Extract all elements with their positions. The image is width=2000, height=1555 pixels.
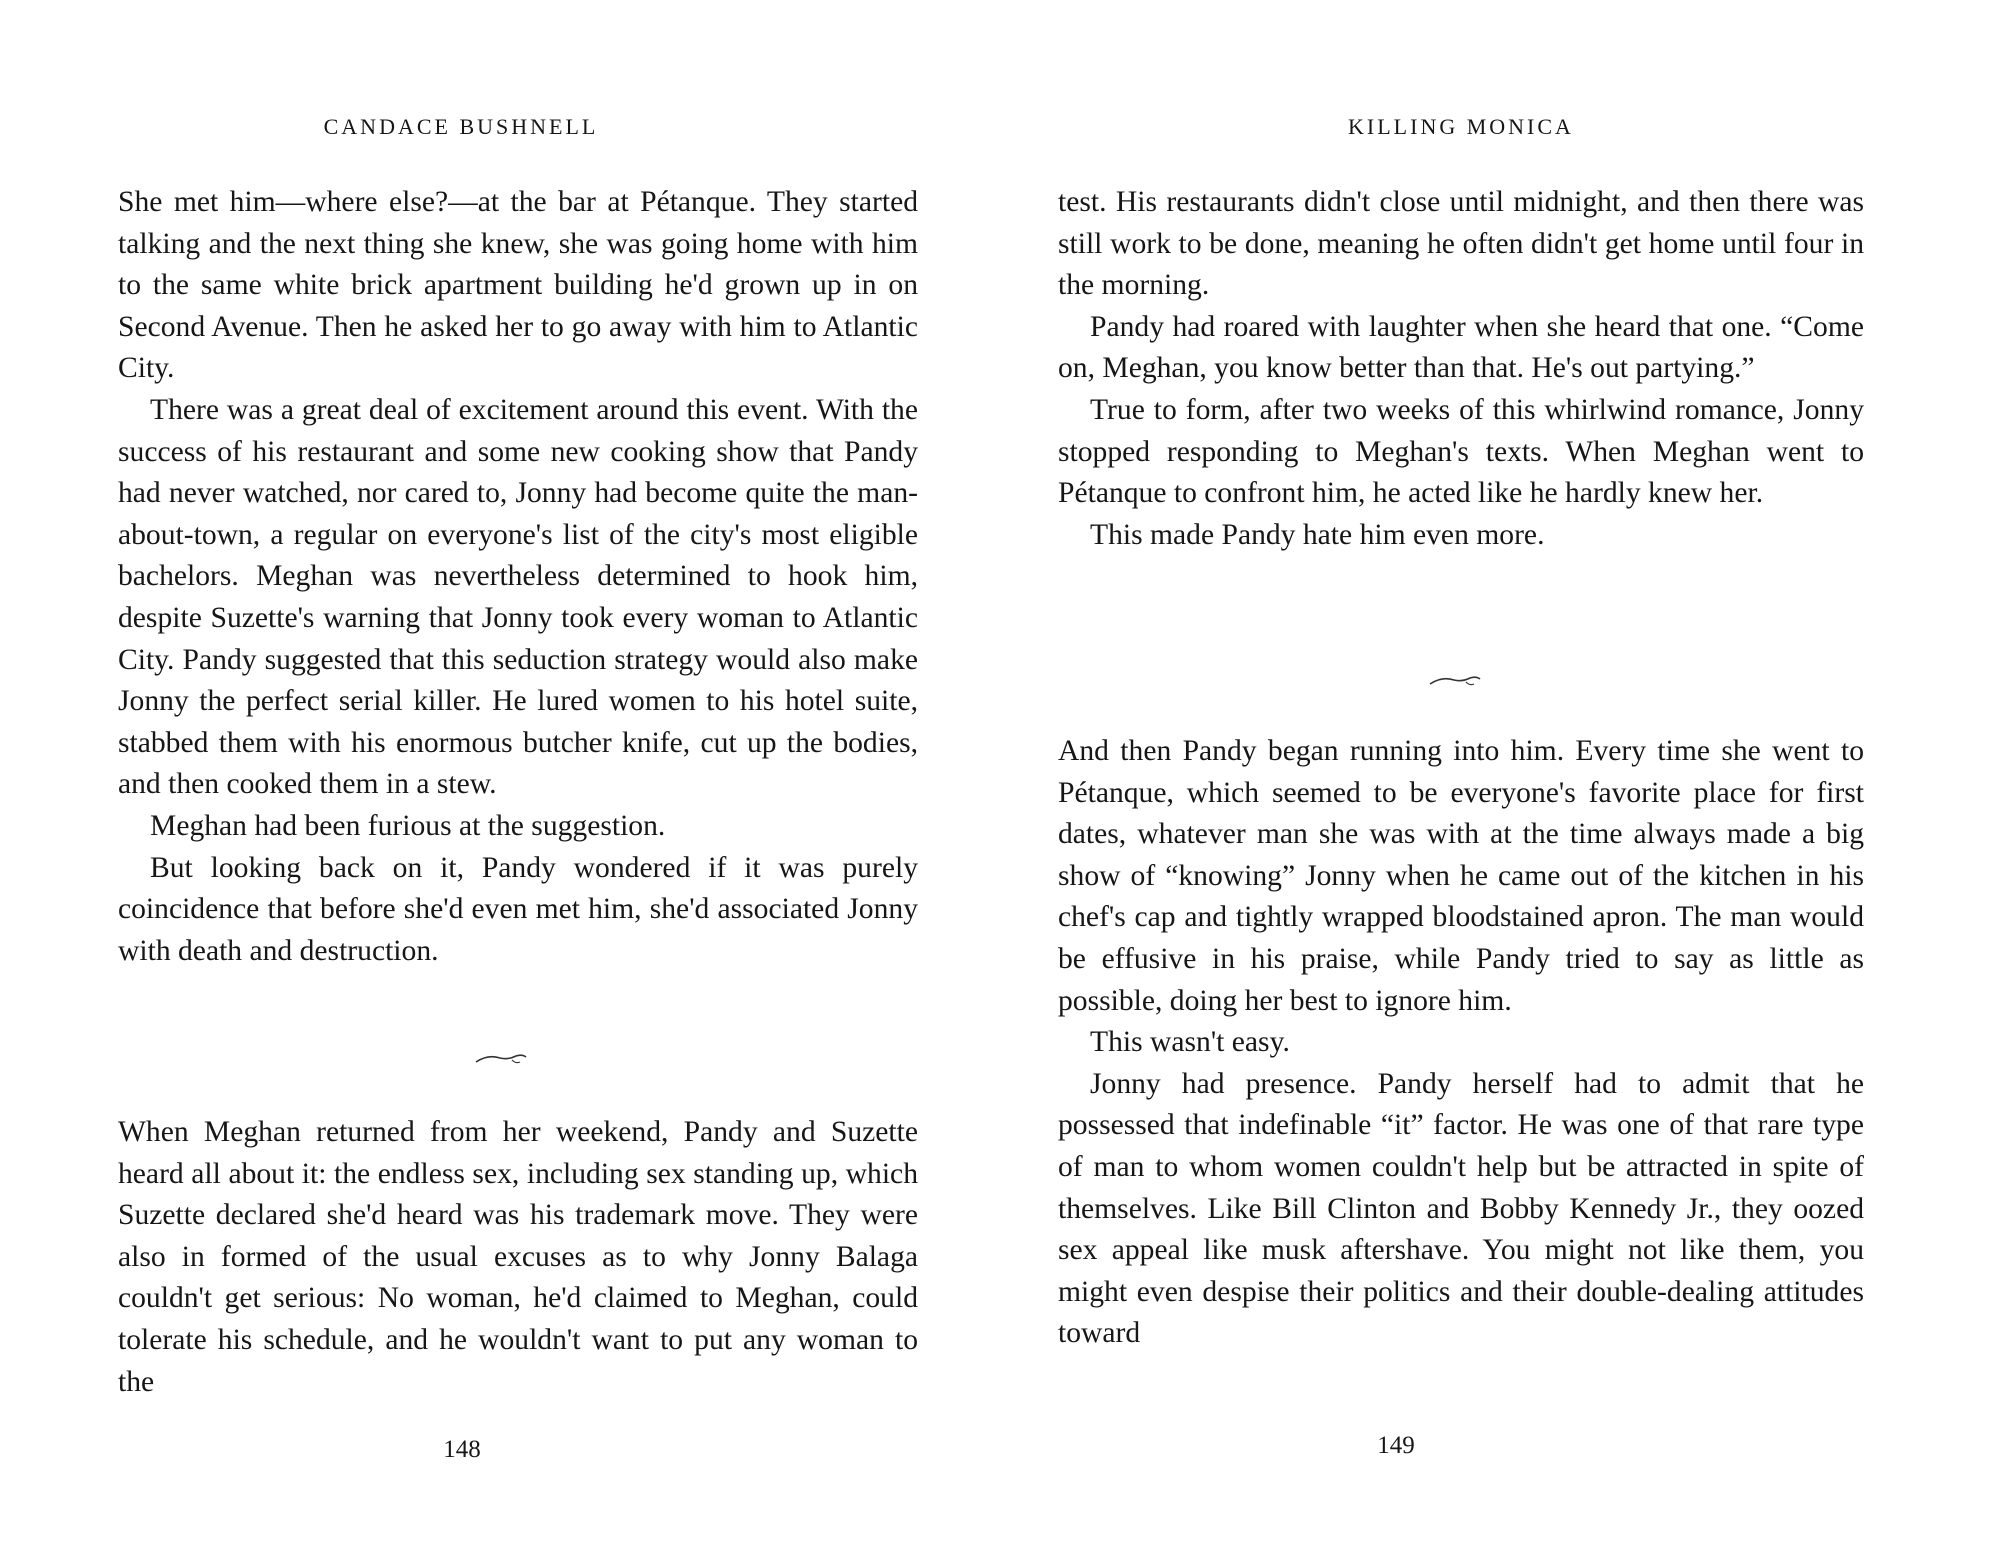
paragraph: Meghan had been furious at the suggestion.	[150, 809, 666, 842]
right-section-1	[1058, 182, 1864, 556]
paragraph: She met him—where else?—at the bar at Pétanque. They started talking and the next thing she knew, she was going home with him to the same white brick apartment building he'd grown up in on Second Avenue. Then he asked her to go away with him to Atlantic City.	[118, 186, 918, 385]
paragraph: But looking back on it, Pandy wondered if it was purely coincidence that before she'd even met him, she'd associated Jonny with death and destruction.	[118, 851, 918, 967]
page-number: 148	[443, 1436, 481, 1463]
running-head-title: KILLING MONICA	[1348, 114, 1574, 139]
paragraph: This wasn't easy.	[1090, 1026, 1290, 1059]
section-break-ornament-icon	[1426, 670, 1486, 692]
paragraph: test. His restaurants didn't close until midnight, and then there was still work to be done, meaning he often didn't get home until four in the morning.	[1058, 186, 1864, 302]
left-section-2	[118, 1112, 918, 1403]
right-page	[1058, 0, 1864, 1555]
paragraph: There was a great deal of excitement around this event. With the success of his restaurant and some new cooking show that Pandy had never watched, nor cared to, Jonny had become quite the man-about-town, a regular on everyone's list of the city's most eligible bachelors. Meghan was nevertheless determined to hook him, despite Suzette's warning that Jonny took every woman to Atlantic City. Pandy suggested that this seduction strategy would also make Jonny the perfect serial killer. He lured women to his hotel suite, stabbed them with his enormous butcher knife, cut up the bodies, and then cooked them in a stew.	[118, 393, 918, 801]
paragraph: When Meghan returned from her weekend, Pandy and Suzette heard all about it: the endless sex, including sex standing up, which Suzette declared she'd heard was his trademark move. They were also in formed of the usual excuses as to why Jonny Balaga couldn't get serious: No woman, he'd claimed to Meghan, could tolerate his schedule, and he wouldn't want to put any woman to the	[118, 1116, 918, 1398]
left-page	[118, 0, 918, 1555]
page-number: 149	[1377, 1432, 1415, 1459]
paragraph: True to form, after two weeks of this whirlwind romance, Jonny stopped responding to Meghan's texts. When Meghan went to Pétanque to confront him, he acted like he hardly knew her.	[1058, 393, 1864, 510]
paragraph: Jonny had presence. Pandy herself had to admit that he possessed that indefinable “it” factor. He was one of that rare type of man to whom women couldn't help but be attracted in spite of themselves. Like Bill Clinton and Bobby Kennedy Jr., they oozed sex appeal like musk aftershave. You might not like them, you might even despise their politics and their double-dealing attitudes toward	[1058, 1067, 1864, 1350]
paragraph: Pandy had roared with laughter when she heard that one. “Come on, Meghan, you know better than that. He's out partying.”	[1058, 310, 1864, 385]
right-section-2	[1058, 731, 1864, 1355]
paragraph: This made Pandy hate him even more.	[1090, 518, 1545, 551]
section-break-ornament-icon	[472, 1048, 532, 1070]
left-section-1	[118, 182, 918, 972]
paragraph: And then Pandy began running into him. Every time she went to Pétanque, which seemed to be everyone's favorite place for first dates, whatever man she was with at the time always made a big show of “knowing” Jonny when he came out of the kitchen in his chef's cap and tightly wrapped bloodstained apron. The man would be effusive in his praise, while Pandy tried to say as little as possible, doing her best to ignore him.	[1058, 735, 1864, 1017]
running-head-author: CANDACE BUSHNELL	[323, 114, 599, 139]
